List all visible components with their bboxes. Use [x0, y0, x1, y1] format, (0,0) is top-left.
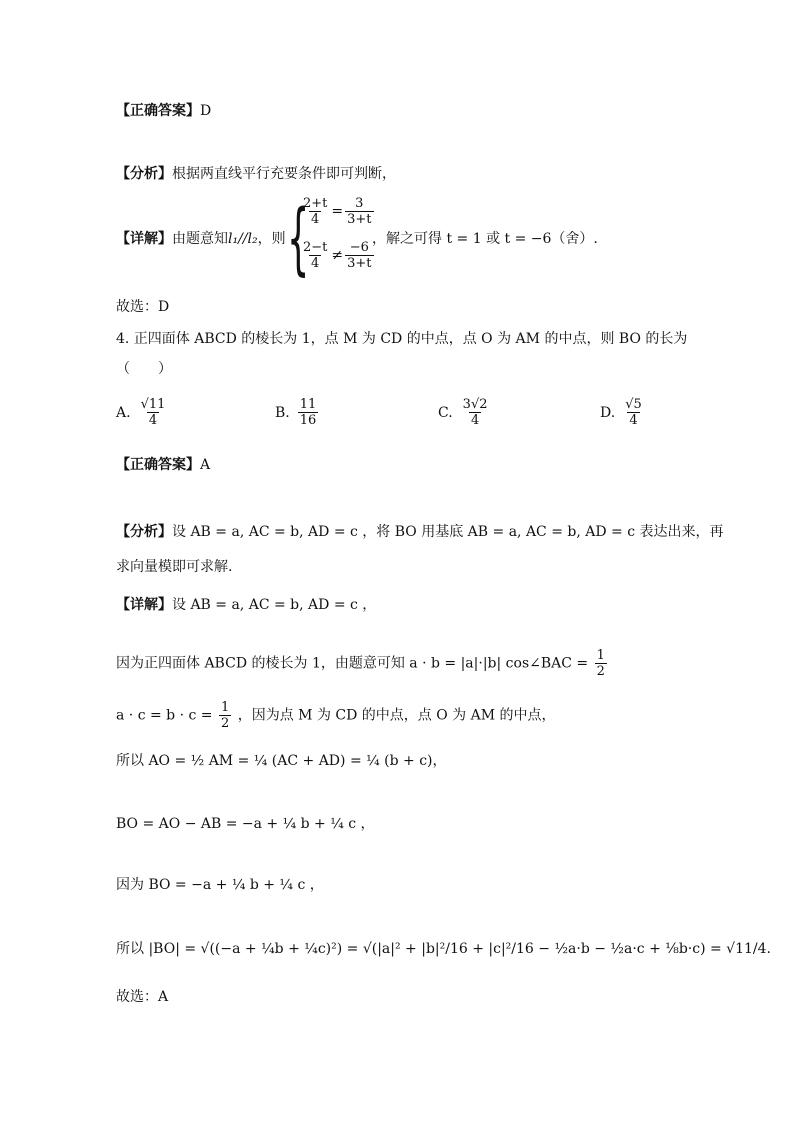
detail-line-2e: BO = AO − AB = −a + ¼ b + ¼ c ， — [116, 816, 375, 832]
detail-line-2d: 所以 AO = ½ AM = ¼ (AC + AD) = ¼ (b + c)， — [116, 753, 447, 769]
option-b-value: $\frac{11}{16}$ — [299, 397, 317, 428]
detail-line-1 — [116, 230, 286, 248]
choose-line-2: 故选：A — [116, 989, 169, 1005]
fraction: $\frac{2-t}{4}$ — [303, 240, 328, 271]
fraction: $\frac{2+t}{4}$ — [303, 196, 328, 227]
system-eq-1: $\frac{2+t}{4}$ = $\frac{3}{3+t}$ — [303, 196, 372, 227]
option-b: B. $\frac{11}{16}$ — [275, 397, 317, 428]
fraction: $\frac{-6}{3+t}$ — [347, 240, 372, 271]
option-c: C. $\frac{3√2}{4}$ — [438, 397, 488, 428]
analysis-text: 根据两直线平行充要条件即可判断， — [172, 166, 396, 182]
fraction: $\frac{3}{3+t}$ — [347, 196, 372, 227]
question-4-stem: 4. 正四面体 ABCD 的棱长为 1，点 M 为 CD 的中点，点 O 为 AM 的中点，则 BO 的长为 — [116, 331, 688, 347]
answer-value: D — [200, 103, 212, 119]
detail-line-2g: 所以 |BO| = √((−a + ¼b + ¼c)²) = √(|a|² + |b|²/16 + |c|²/16 − ½a·b − ½a·c + ⅛b·c) = √11/4. — [116, 941, 771, 957]
analysis-label: 【分析】 — [116, 166, 172, 182]
detail-line-2f: 因为 BO = −a + ¼ b + ¼ c ， — [116, 877, 324, 893]
detail-result-1: ，解之可得 t = 1 或 t = −6（舍）. — [372, 231, 598, 247]
question-4-paren: （ ） — [116, 361, 172, 377]
answer-line-1 — [116, 102, 211, 120]
choose-line-1: 故选：D — [116, 299, 170, 315]
detail-pre: 由题意知 — [172, 231, 228, 247]
detail-post: ，则 — [257, 231, 286, 247]
left-brace: { — [287, 194, 310, 284]
fraction: $\frac{1}{2}$ — [596, 648, 605, 679]
fraction: $\frac{1}{2}$ — [220, 700, 230, 731]
analysis-line-1 — [116, 165, 396, 183]
answer-label: 【正确答案】 — [116, 103, 200, 119]
option-d: D. $\frac{√5}{4}$ — [600, 397, 642, 428]
option-d-value: $\frac{√5}{4}$ — [625, 397, 642, 428]
option-a-value: $\frac{√11}{4}$ — [140, 397, 166, 428]
detail-label: 【详解】 — [116, 231, 172, 247]
detail-line-2b: 因为正四面体 ABCD 的棱长为 1，由题意可知 a · b = |a|·|b| cos∠BAC = $\frac{1}{2}$ — [116, 648, 605, 679]
analysis-line-2: 【分析】设 AB = a, AC = b, AD = c ，将 BO 用基底 AB = a, AC = b, AD = c 表达出来，再 — [116, 524, 724, 540]
system-eq-2: $\frac{2-t}{4}$ ≠ $\frac{-6}{3+t}$ — [303, 240, 372, 271]
parallel-condition: l₁//l₂ — [228, 231, 258, 247]
analysis-line-2b: 求向量模即可求解. — [116, 559, 233, 575]
answer-line-2: 【正确答案】A — [116, 457, 211, 473]
detail-line-2: 【详解】设 AB = a, AC = b, AD = c ， — [116, 597, 377, 613]
option-a: A. $\frac{√11}{4}$ — [116, 397, 166, 428]
detail-line-2c: a · c = b · c = $\frac{1}{2}$ ，因为点 M 为 CD 的中点，点 O 为 AM 的中点， — [116, 700, 556, 731]
option-c-value: $\frac{3√2}{4}$ — [462, 397, 488, 428]
